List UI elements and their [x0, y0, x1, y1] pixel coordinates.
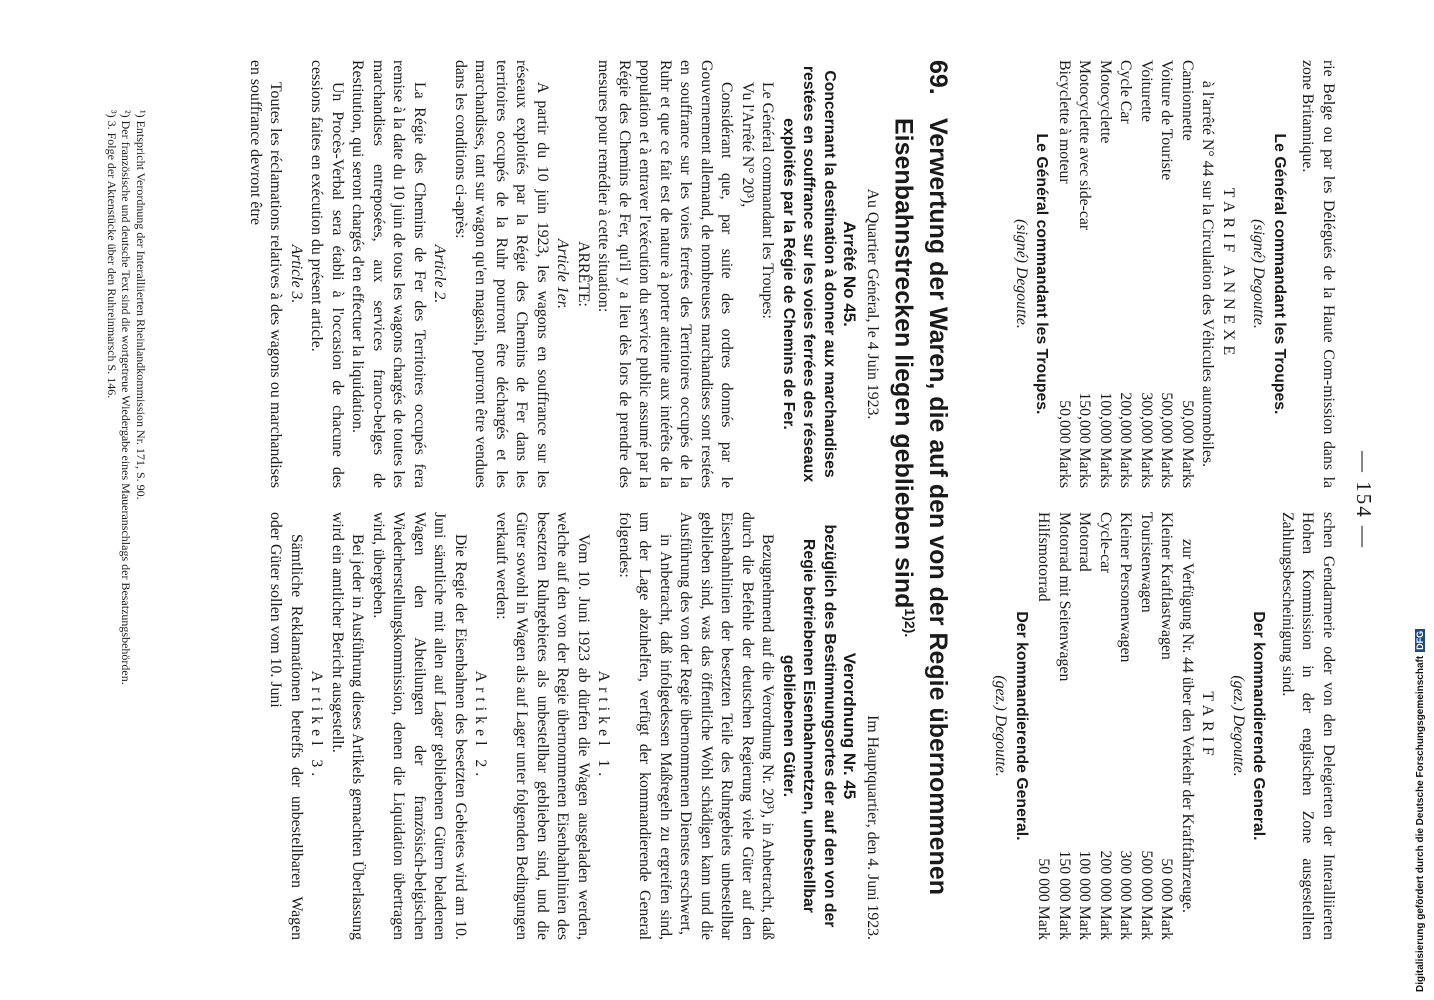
german-tarif-list	[1033, 512, 1177, 940]
french-tarif-title: TARIF ANNEXE	[1220, 187, 1237, 361]
tarif-price: 200 000 Mark	[1097, 850, 1114, 940]
french-signature: Le Général commandant les Troupes.	[1271, 133, 1288, 415]
tarif-row	[1033, 512, 1054, 940]
french-tarif-list	[1054, 60, 1198, 488]
tarif-price: 150,000 Marks	[1076, 392, 1094, 488]
section-title: Verwertung der Waren, die auf den von der Regie übernommenen Eisenbahnstrecken liegen geblieben sind	[889, 118, 952, 896]
french-art1: A partir du 10 juin 1923, les wagons en souffrance sur les réseaux exploités par la Régie des Chemins de Fer dans les territoires occupés de la Ruhr pourront être déchargés et les marchandises, tant sur wagon qu'en magasin, pourront être vendues dans les conditions ci-après:	[452, 60, 551, 488]
page-number: — 154 —	[1352, 451, 1376, 549]
french-tarif-subtitle: à l'arrêté N° 44 sur la Circulation des Véhicules automobiles.	[1199, 80, 1217, 468]
credit-text: Digitalisierung gefördert durch die Deutsche Forschungsgemeinschaft	[1415, 655, 1426, 992]
german-gez: (gez.) Degoutte.	[1230, 675, 1247, 777]
tarif-item: Motorrad	[1076, 512, 1094, 572]
tarif-price: 50 000 Mark	[1035, 858, 1053, 940]
german-art3-title: Artikel 3.	[308, 670, 326, 782]
tarif-price: 500 000 Mark	[1138, 850, 1155, 940]
tarif-item: Motocyclette	[1097, 60, 1114, 144]
french-continuation: rie Belge ou par les Délégués de la Haute Com-mission dans la zone Britannique.	[1299, 60, 1337, 488]
footnote-3: ³) 3. Folge der Aktenstücke über den Ruhreinmarsch S. 146.	[105, 110, 119, 399]
french-date-line: Au Quartier Général, le 4 Juin 1923.	[864, 188, 881, 420]
tarif-row	[1136, 60, 1157, 488]
french-art2a: La Régie des Chemins de Fer des Territoires occupés fera remise à la date du 10 juin de tous les wagons chargés de toutes les marchandises entreposées, aux services franco-belges de Restitution, qui seront chargés d'en effectuer la liquidation.	[349, 60, 428, 488]
german-signature-2: Der kommandierende General.	[1013, 611, 1030, 841]
tarif-item: Voiturette	[1138, 60, 1155, 123]
german-p1: Bezugnehmend auf die Verordnung Nr. 20³), in Anbetracht, daß durch die Befehle der deutschen Regierung viele Güter auf den Eisenbahnlinien der besetzten Teile des Ruhrgebiets unbestellbar geblieben sind, was das öffentliche Wohl schädigen kann und die Ausführung des von der Regie übernommenen Dienstes erschwert,	[677, 512, 777, 940]
footnote-1: ¹) Entspricht Verordnung der Interalliierten Rheinlandkommission Nr. 171, S. 90.	[134, 110, 148, 500]
tarif-row	[1136, 512, 1157, 940]
tarif-row	[1074, 512, 1095, 940]
german-verordnung-number: Verordnung Nr. 45	[840, 652, 860, 800]
section-heading	[890, 60, 952, 940]
german-tarif-column	[990, 512, 1338, 940]
tarif-price: 150 000 Mark	[1056, 850, 1073, 940]
german-tarif-title: TARIF	[1199, 691, 1217, 761]
german-art1-title: Artikel 1.	[595, 670, 613, 782]
french-signature-2: Le Général commandant les Troupes.	[1033, 133, 1051, 415]
french-art3-title: Article 3.	[288, 244, 305, 304]
german-subject: bezüglich des Bestimmungsortes der auf den von der Regie betriebenen Eisenbahnnetzen, unbestellbar gebliebenen Güter.	[780, 524, 838, 928]
section-footnote-ref: 1)2).	[902, 608, 918, 638]
tarif-item: Motorrad mit Seitenwagen	[1056, 512, 1073, 682]
tarif-price: 200,000 Marks	[1117, 392, 1135, 488]
french-art3: Toutes les réclamations relatives à des wagons ou marchandises en souffrance devront être	[247, 60, 285, 488]
tarif-price: 300 000 Mark	[1117, 850, 1135, 940]
dfg-logo: DFG	[1415, 630, 1425, 650]
tarif-row	[1177, 60, 1198, 488]
french-tarif-column	[1011, 60, 1339, 488]
tarif-item: Kleiner Kraftlastwagen	[1158, 512, 1176, 660]
tarif-item: Kleiner Personenwagen	[1117, 512, 1135, 663]
tarif-item: Cycle-car	[1097, 512, 1114, 574]
tarif-price: 100 000 Mark	[1076, 850, 1094, 940]
tarif-item: Touristenwagen	[1138, 512, 1155, 613]
german-continuation: schen Gendarmerie oder von den Delegierten der Interalliierten Hohen Kommission in der englischen Zone ausgestellten Zahlungsbescheinigung sind.	[1279, 512, 1337, 940]
tarif-price: 50 000 Mark	[1158, 858, 1176, 940]
tarif-item: Motocyclette avec side-car	[1076, 60, 1094, 231]
tarif-row	[1095, 60, 1116, 488]
german-gez-2: (gez.) Degoutte.	[992, 675, 1010, 777]
tarif-price: 500,000 Marks	[1158, 392, 1176, 488]
french-p3: Considérant que, par suite des ordres donnés par le Gouvernement allemand, de nombreuses marchandises sont restées en souffrance sur les voies ferrées des Territoires occupés de la Ruhr et que ce fait est de nature à porter atteinte aux intérêts de la population et à entraver l'exécution du service public assumé par la Régie des Chemins de Fer, qu'il y a lieu dès lors de prendre des mesures pour remédier à cette situation:	[595, 60, 736, 488]
footnote-2: ²) Der französische und deutsche Text sind die wortgetreue Wiedergabe eines Maueranschlags der Besatzungsbehörden.	[119, 110, 134, 685]
french-art1-title: Article 1er.	[554, 238, 572, 310]
french-p1: Le Général commandant les Troupes:	[759, 82, 777, 319]
tarif-item: Cycle Car	[1117, 60, 1135, 124]
french-art2b: Un Procès-Verbal sera établi à l'occasion de chacune des cessions faites en exécution du présent article.	[308, 60, 346, 488]
german-p2: in Anbetracht, daß infolgedessen Maßregeln zu ergreifen sind, um der Lage abzuhelfen, verfügt der kommandierende General folgendes:	[616, 512, 674, 940]
french-art2-title: Article 2.	[431, 244, 449, 304]
german-signature: Der kommandierende General.	[1250, 611, 1268, 841]
french-decree-column	[245, 60, 883, 488]
german-art2a: Die Regie der Eisenbahnen des besetzten Gebietes wird am 10. Juni sämtliche mit allen auf Lager gebliebenen Gütern beladenen Wagen den Abteilungen der französisch-belgischen Wiederherstellungskommission, denen die Liquidation übertragen wird, übergeben.	[370, 512, 469, 940]
tarif-row	[1054, 512, 1075, 940]
german-art1: Vom 10. Juni 1923 ab dürfen die Wagen ausgeladen werden, welche auf den von der Regie übernommenen Eisenbahnlinien des besetzten Ruhrgebietes als unbestellbar geblieben sind, und die Güter sowohl in Wagen als auf Lager unter folgenden Bedingungen verkauft werden:	[493, 512, 592, 940]
digitization-credit	[1412, 0, 1432, 1000]
tarif-item: Bicyclette à moteur	[1056, 60, 1073, 184]
tarif-item: Hilfsmotorrad	[1035, 512, 1053, 602]
tarif-row	[1115, 60, 1136, 488]
tarif-row	[1115, 512, 1136, 940]
french-p2: Vu l'Arrêté N° 20³),	[739, 82, 756, 208]
french-arrete-number: Arrêté No 45.	[840, 221, 860, 327]
tarif-price: 300,000 Marks	[1138, 392, 1155, 488]
tarif-row	[1156, 512, 1177, 940]
tarif-item: Voiture de Touriste	[1158, 60, 1176, 181]
tarif-price: 50,000 Marks	[1056, 400, 1073, 488]
tarif-price: 50,000 Marks	[1179, 400, 1196, 488]
german-art2b: Bei jeder in Ausführung dieses Artikels gemachten Überlassung wird ein amtlicher Bericht ausgestellt.	[329, 512, 367, 940]
german-date-line: Im Hauptquartier, den 4. Juni 1923.	[864, 715, 881, 940]
tarif-row	[1156, 60, 1177, 488]
german-art2-title: Artikel 2.	[472, 670, 490, 782]
tarif-price: 100,000 Marks	[1097, 392, 1114, 488]
tarif-row	[1074, 60, 1095, 488]
german-tarif-subtitle: zur Verfügung Nr. 44 über den Verkehr der Kraftfahrzeuge.	[1179, 538, 1196, 913]
french-arrete-word: ARRÊTE:	[575, 241, 592, 307]
tarif-row	[1095, 512, 1116, 940]
french-signe-2: (signé) Degoutte.	[1013, 219, 1030, 329]
footnotes	[105, 110, 149, 880]
tarif-row	[1054, 60, 1075, 488]
german-art3: Sämtliche Reklamationen betreffs der unbestellbaren Wagen oder Güter sollen vom 10. Juni	[267, 512, 305, 940]
french-signe: (signé) Degoutte.	[1250, 219, 1268, 329]
tarif-item: Camionnette	[1179, 60, 1196, 141]
section-number: 69.	[924, 60, 952, 95]
german-decree-column	[265, 512, 882, 940]
french-subject: Concernant la destination à donner aux marchandises restées en souffrance sur les voies ferrées des réseaux exploités par la Régie de Chemins de Fer.	[780, 65, 838, 483]
